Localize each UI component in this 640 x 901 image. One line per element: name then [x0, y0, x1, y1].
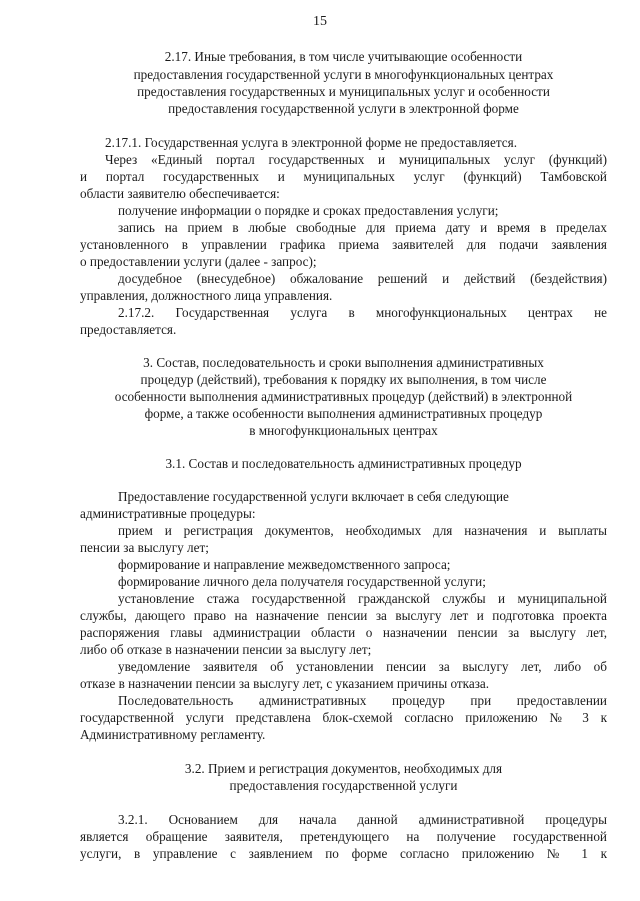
paragraph-line: и портал государственных и муниципальных услуг (функций) Тамбовской	[80, 169, 607, 184]
list-item-line: уведомление заявителя об установлении пенсии за выслугу лет, либо об	[118, 659, 607, 674]
page-number: 15	[313, 14, 327, 29]
section-3-1-title: 3.1. Состав и последовательность административных процедур	[165, 456, 522, 471]
list-item-line: о предоставлении услуги (далее - запрос);	[80, 254, 317, 269]
list-item-line: получение информации о порядке и сроках предоставления услуги;	[118, 203, 499, 218]
paragraph-line: 2.17.2. Государственная услуга в многофункциональных центрах не	[118, 305, 607, 320]
paragraph-line: 3.2.1. Основанием для начала данной административной процедуры	[118, 812, 607, 827]
paragraph-line: государственной услуги представлена блок-схемой согласно приложению № 3 к	[80, 710, 607, 725]
section-3-title-line: процедур (действий), требования к порядку их выполнения, в том числе	[140, 372, 547, 387]
paragraph-line: услуги, в управление с заявлением по форме согласно приложению № 1 к	[80, 846, 607, 861]
paragraph-line: Административному регламенту.	[80, 727, 266, 742]
paragraph-line: административные процедуры:	[80, 506, 256, 521]
section-3-2-title-line: предоставления государственной услуги	[229, 778, 458, 793]
paragraph-line: является обращение заявителя, претендующего на получение государственной	[80, 829, 607, 844]
section-2-17-title-line: предоставления государственной услуги в многофункциональных центрах	[133, 67, 554, 82]
list-item-line: либо об отказе в назначении пенсии за выслугу лет;	[80, 642, 372, 657]
list-item-line: запись на прием в любые свободные для приема дату и время в пределах	[118, 220, 607, 235]
paragraph-line: области заявителю обеспечивается:	[80, 186, 280, 201]
list-item-line: службы, дающего право на назначение пенсии за выслугу лет и подготовка проекта	[80, 608, 607, 623]
list-item-line: управления, должностного лица управления.	[80, 288, 333, 303]
section-3-title-line: особенности выполнения административных процедур (действий) в электронной	[114, 389, 573, 404]
paragraph-line: Последовательность административных процедур при предоставлении	[118, 693, 607, 708]
section-2-17-title-line: предоставления государственных и муниципальных услуг и особенности	[137, 84, 550, 99]
list-item-line: установленного в управлении графика приема заявителей для подачи заявления	[80, 237, 607, 252]
section-3-2-title-line: 3.2. Прием и регистрация документов, необходимых для	[184, 761, 503, 776]
list-item-line: пенсии за выслугу лет;	[80, 540, 209, 555]
paragraph-line: Предоставление государственной услуги включает в себя следующие	[118, 489, 509, 504]
list-item-line: досудебное (внесудебное) обжалование решений и действий (бездействия)	[118, 271, 607, 286]
section-3-title-line: 3. Состав, последовательность и сроки выполнения административных	[143, 355, 544, 370]
paragraph-line: Через «Единый портал государственных и муниципальных услуг (функций)	[105, 152, 607, 167]
section-2-17-title-line: 2.17. Иные требования, в том числе учитывающие особенности	[164, 49, 523, 64]
section-3-title-line: форме, а также особенности выполнения административных процедур	[144, 406, 543, 421]
list-item-line: формирование и направление межведомственного запроса;	[118, 557, 451, 572]
list-item-line: формирование личного дела получателя государственной услуги;	[118, 574, 486, 589]
list-item-line: прием и регистрация документов, необходимых для назначения и выплаты	[118, 523, 607, 538]
section-2-17-title-line: предоставления государственной услуги в электронной форме	[168, 101, 519, 116]
paragraph-line: 2.17.1. Государственная услуга в электронной форме не предоставляется.	[105, 135, 517, 150]
list-item-line: установление стажа государственной гражданской службы и муниципальной	[118, 591, 607, 606]
paragraph-line: предоставляется.	[80, 322, 177, 337]
list-item-line: распоряжения главы администрации области о назначении пенсии за выслугу лет,	[80, 625, 607, 640]
list-item-line: отказе в назначении пенсии за выслугу лет, с указанием причины отказа.	[80, 676, 490, 691]
section-3-title-line: в многофункциональных центрах	[249, 423, 438, 438]
